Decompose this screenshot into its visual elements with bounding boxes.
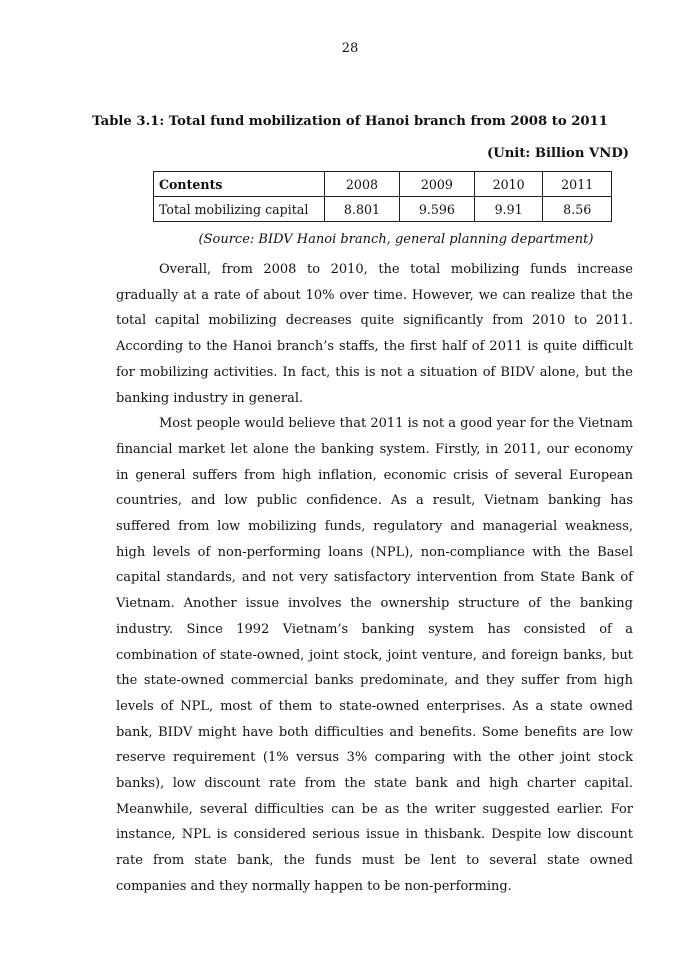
body-text (116, 257, 633, 900)
header-cell-2010: 2010 (474, 172, 543, 197)
row-label-cell: Total mobilizing capital (154, 197, 325, 222)
page-number: 28 (341, 41, 359, 56)
table-unit: (Unit: Billion VND) (486, 146, 629, 161)
table-header-row (154, 172, 612, 197)
header-cell-2011: 2011 (543, 172, 612, 197)
paragraph: Most people would believe that 2011 is not a good year for the Vietnam financial market let alone the banking system. Firstly, in 2011, our economy in general suffers from high inflation, economic crisis of several European countries, and low public confidence. As a result, Vietnam banking has suffered from low mobilizing funds, regulatory and managerial weakness, high levels of non-performing loans (NPL), non-compliance with the Basel capital standards, and not very satisfactory intervention from State Bank of Vietnam. Another issue involves the ownership structure of the banking industry. Since 1992 Vietnam’s banking system has consisted of a combination of state-owned, joint stock, joint venture, and foreign banks, but the state-owned commercial banks predominate, and they suffer from high levels of NPL, most of them to state-owned enterprises. As a state owned bank, BIDV might have both difficulties and benefits. Some benefits are low reserve requirement (1% versus 3% comparing with the other joint stock banks), low discount rate from the state bank and high charter capital. Meanwhile, several difficulties can be as the writer suggested earlier. For instance, NPL is considered serious issue in thisbank. Despite low discount rate from state bank, the funds must be lent to several state owned companies and they normally happen to be non-performing. (116, 416, 633, 894)
value-cell-2010: 9.91 (474, 197, 543, 222)
header-cell-2008: 2008 (325, 172, 400, 197)
value-cell-2011: 8.56 (543, 197, 612, 222)
paragraph: Overall, from 2008 to 2010, the total mobilizing funds increase gradually at a rate of about 10% over time. However, we can realize that the total capital mobilizing decreases quite significantly from 2010 to 2011. According to the Hanoi branch’s staffs, the first half of 2011 is quite difficult for mobilizing activities. In fact, this is not a situation of BIDV alone, but the banking industry in general. (116, 262, 633, 406)
header-cell-2009: 2009 (399, 172, 474, 197)
table-source-note: (Source: BIDV Hanoi branch, general planning department) (198, 232, 594, 247)
table-row (154, 197, 612, 222)
value-cell-2008: 8.801 (325, 197, 400, 222)
fund-mobilization-table (153, 171, 612, 222)
value-cell-2009: 9.596 (399, 197, 474, 222)
table-title: Table 3.1: Total fund mobilization of Hanoi branch from 2008 to 2011 (92, 114, 608, 129)
header-cell-contents: Contents (154, 172, 325, 197)
